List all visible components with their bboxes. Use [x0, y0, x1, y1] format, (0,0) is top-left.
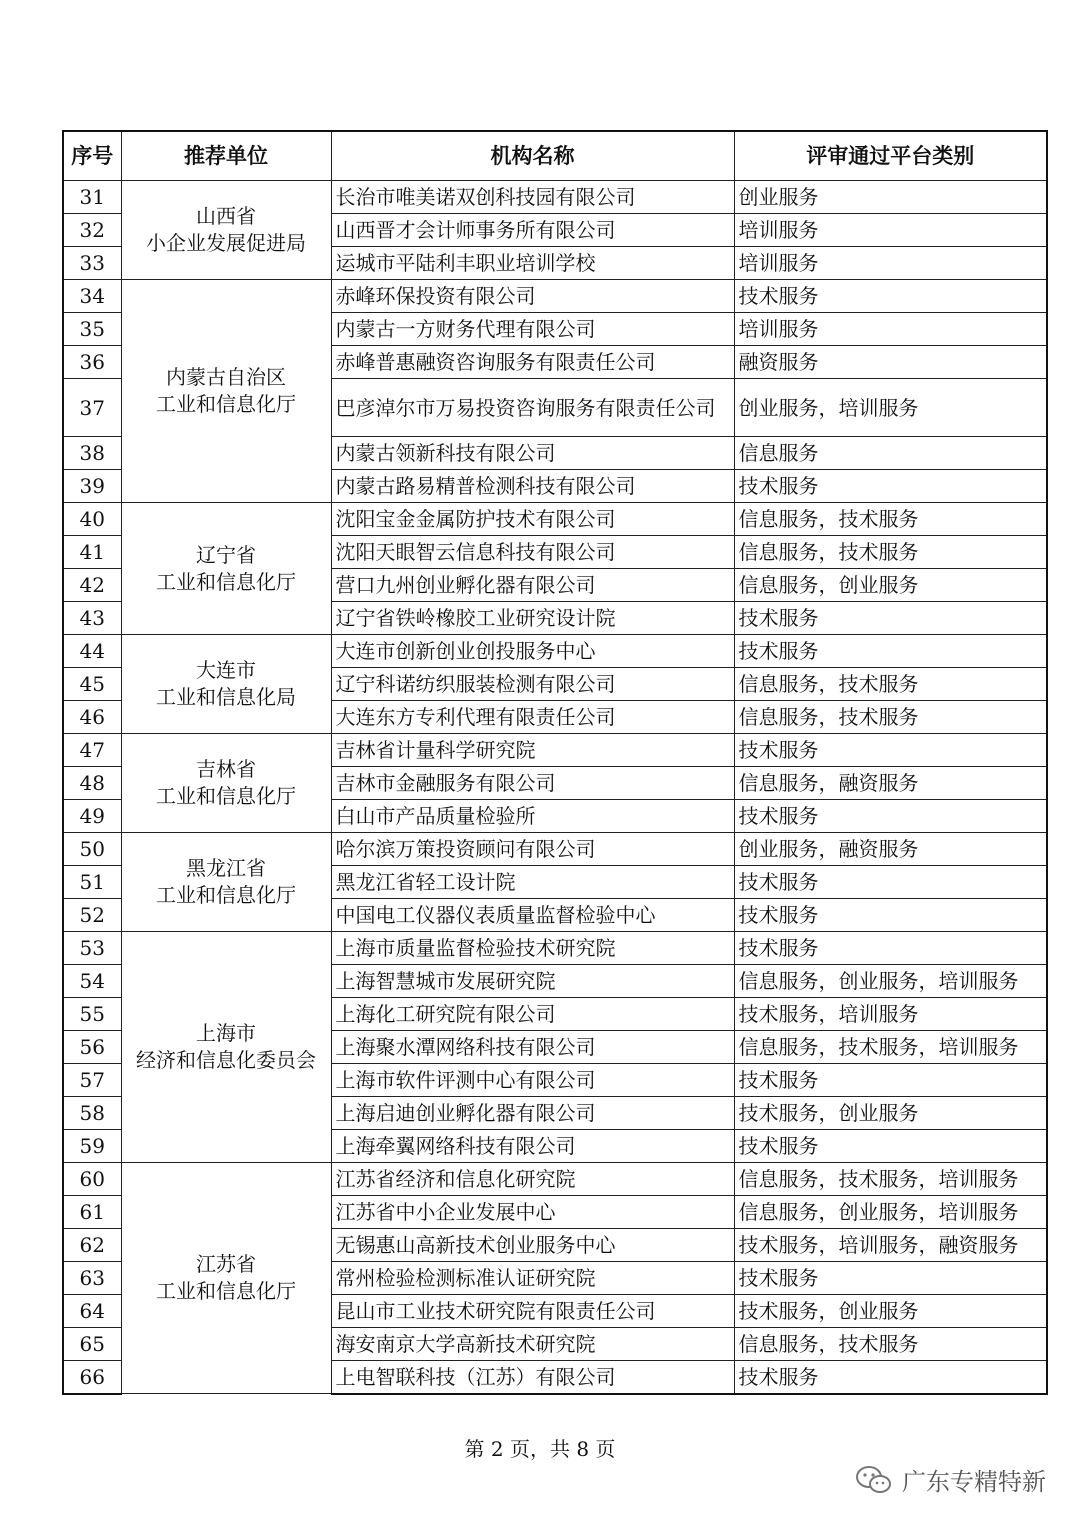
seq-cell: 38 — [63, 437, 121, 470]
seq-cell: 39 — [63, 470, 121, 503]
category-cell: 技术服务，创业服务 — [734, 1097, 1047, 1130]
unit-cell — [121, 1163, 331, 1394]
header-unit: 推荐单位 — [121, 131, 331, 181]
seq-cell: 47 — [63, 734, 121, 767]
unit-cell — [121, 635, 331, 734]
category-cell: 技术服务 — [734, 899, 1047, 932]
table-row — [63, 503, 1047, 536]
category-cell: 信息服务，创业服务 — [734, 569, 1047, 602]
institution-name-cell: 大连市创新创业创投服务中心 — [331, 635, 734, 668]
institution-name-cell: 山西晋才会计师事务所有限公司 — [331, 214, 734, 247]
institution-name-cell: 赤峰普惠融资咨询服务有限责任公司 — [331, 346, 734, 379]
institution-name-cell: 海安南京大学高新技术研究院 — [331, 1328, 734, 1361]
seq-cell: 45 — [63, 668, 121, 701]
table-row — [63, 280, 1047, 313]
category-cell: 信息服务，融资服务 — [734, 767, 1047, 800]
category-cell: 信息服务 — [734, 437, 1047, 470]
institution-name-cell: 吉林省计量科学研究院 — [331, 734, 734, 767]
unit-line: 吉林省 — [196, 757, 256, 781]
unit-line: 工业和信息化厅 — [156, 784, 296, 808]
category-cell: 信息服务，创业服务，培训服务 — [734, 1196, 1047, 1229]
category-cell: 培训服务 — [734, 214, 1047, 247]
seq-cell: 62 — [63, 1229, 121, 1262]
unit-cell — [121, 280, 331, 503]
watermark-text: 广东专精特新 — [902, 1468, 1046, 1496]
seq-cell: 49 — [63, 800, 121, 833]
category-cell: 技术服务 — [734, 1130, 1047, 1163]
unit-line: 大连市 — [196, 658, 256, 682]
unit-line: 经济和信息化委员会 — [136, 1048, 316, 1072]
institution-name-cell: 大连东方专利代理有限责任公司 — [331, 701, 734, 734]
seq-cell: 55 — [63, 998, 121, 1031]
seq-cell: 34 — [63, 280, 121, 313]
unit-cell — [121, 734, 331, 833]
institution-name-cell: 营口九州创业孵化器有限公司 — [331, 569, 734, 602]
header-name: 机构名称 — [331, 131, 734, 181]
institution-name-cell: 哈尔滨万策投资顾问有限公司 — [331, 833, 734, 866]
seq-cell: 66 — [63, 1361, 121, 1394]
seq-cell: 33 — [63, 247, 121, 280]
unit-line: 工业和信息化局 — [156, 685, 296, 709]
unit-cell — [121, 181, 331, 280]
unit-line: 工业和信息化厅 — [156, 1279, 296, 1303]
institution-name-cell: 昆山市工业技术研究院有限责任公司 — [331, 1295, 734, 1328]
header-seq: 序号 — [63, 131, 121, 181]
unit-line: 工业和信息化厅 — [156, 883, 296, 907]
institution-name-cell: 上海启迪创业孵化器有限公司 — [331, 1097, 734, 1130]
page-footer: 第 2 页，共 8 页 — [464, 1437, 616, 1461]
category-cell: 技术服务 — [734, 1064, 1047, 1097]
seq-cell: 37 — [63, 379, 121, 437]
institution-name-cell: 上海聚水潭网络科技有限公司 — [331, 1031, 734, 1064]
unit-line: 工业和信息化厅 — [156, 569, 296, 594]
seq-cell: 48 — [63, 767, 121, 800]
institution-name-cell: 上海化工研究院有限公司 — [331, 998, 734, 1031]
institution-name-cell: 内蒙古路易精普检测科技有限公司 — [331, 470, 734, 503]
category-cell: 技术服务 — [734, 470, 1047, 503]
category-cell: 技术服务 — [734, 800, 1047, 833]
institution-name-cell: 长治市唯美诺双创科技园有限公司 — [331, 181, 734, 214]
category-cell: 创业服务，融资服务 — [734, 833, 1047, 866]
table-header-row — [63, 131, 1047, 181]
institution-table — [62, 130, 1048, 1395]
institution-name-cell: 巴彦淖尔市万易投资咨询服务有限责任公司 — [331, 379, 734, 437]
institution-name-cell: 内蒙古领新科技有限公司 — [331, 437, 734, 470]
seq-cell: 65 — [63, 1328, 121, 1361]
category-cell: 创业服务 — [734, 181, 1047, 214]
watermark — [854, 1462, 1046, 1497]
table-row — [63, 932, 1047, 965]
category-cell: 信息服务，技术服务 — [734, 668, 1047, 701]
institution-name-cell: 吉林市金融服务有限公司 — [331, 767, 734, 800]
seq-cell: 58 — [63, 1097, 121, 1130]
seq-cell: 36 — [63, 346, 121, 379]
unit-line: 上海市 — [196, 1021, 256, 1045]
institution-name-cell: 中国电工仪器仪表质量监督检验中心 — [331, 899, 734, 932]
seq-cell: 46 — [63, 701, 121, 734]
category-cell: 技术服务 — [734, 1361, 1047, 1394]
institution-name-cell: 常州检验检测标准认证研究院 — [331, 1262, 734, 1295]
institution-name-cell: 上电智联科技（江苏）有限公司 — [331, 1361, 734, 1394]
category-cell: 技术服务，培训服务，融资服务 — [734, 1229, 1047, 1262]
seq-cell: 50 — [63, 833, 121, 866]
institution-name-cell: 辽宁科诺纺织服装检测有限公司 — [331, 668, 734, 701]
category-cell: 培训服务 — [734, 313, 1047, 346]
institution-name-cell: 上海智慧城市发展研究院 — [331, 965, 734, 998]
category-cell: 培训服务 — [734, 247, 1047, 280]
institution-name-cell: 上海牵翼网络科技有限公司 — [331, 1130, 734, 1163]
table-body — [63, 181, 1047, 1394]
unit-line: 辽宁省 — [196, 542, 256, 567]
category-cell: 技术服务 — [734, 1262, 1047, 1295]
institution-name-cell: 江苏省中小企业发展中心 — [331, 1196, 734, 1229]
seq-cell: 59 — [63, 1130, 121, 1163]
category-cell: 创业服务，培训服务 — [734, 379, 1047, 437]
institution-name-cell: 江苏省经济和信息化研究院 — [331, 1163, 734, 1196]
unit-line: 山西省 — [196, 204, 256, 228]
unit-cell — [121, 932, 331, 1163]
category-cell: 技术服务 — [734, 602, 1047, 635]
seq-cell: 40 — [63, 503, 121, 536]
category-cell: 技术服务 — [734, 734, 1047, 767]
unit-line: 工业和信息化厅 — [156, 392, 296, 416]
table-row — [63, 1163, 1047, 1196]
seq-cell: 52 — [63, 899, 121, 932]
table-row — [63, 734, 1047, 767]
seq-cell: 31 — [63, 181, 121, 214]
institution-name-cell: 运城市平陆利丰职业培训学校 — [331, 247, 734, 280]
seq-cell: 64 — [63, 1295, 121, 1328]
seq-cell: 35 — [63, 313, 121, 346]
category-cell: 信息服务，技术服务 — [734, 503, 1047, 536]
category-cell: 技术服务，创业服务 — [734, 1295, 1047, 1328]
seq-cell: 42 — [63, 569, 121, 602]
category-cell: 信息服务，技术服务，培训服务 — [734, 1031, 1047, 1064]
category-cell: 融资服务 — [734, 346, 1047, 379]
institution-name-cell: 内蒙古一方财务代理有限公司 — [331, 313, 734, 346]
institution-name-cell: 沈阳宝金金属防护技术有限公司 — [331, 503, 734, 536]
category-cell: 信息服务，创业服务，培训服务 — [734, 965, 1047, 998]
institution-name-cell: 无锡惠山高新技术创业服务中心 — [331, 1229, 734, 1262]
institution-name-cell: 黑龙江省轻工设计院 — [331, 866, 734, 899]
institution-name-cell: 上海市软件评测中心有限公司 — [331, 1064, 734, 1097]
institution-name-cell: 白山市产品质量检验所 — [331, 800, 734, 833]
seq-cell: 53 — [63, 932, 121, 965]
seq-cell: 43 — [63, 602, 121, 635]
table-row — [63, 833, 1047, 866]
unit-cell — [121, 503, 331, 635]
category-cell: 技术服务 — [734, 280, 1047, 313]
unit-line: 江苏省 — [196, 1252, 256, 1276]
seq-cell: 44 — [63, 635, 121, 668]
seq-cell: 61 — [63, 1196, 121, 1229]
seq-cell: 60 — [63, 1163, 121, 1196]
unit-line: 黑龙江省 — [186, 856, 266, 880]
category-cell: 信息服务，技术服务，培训服务 — [734, 1163, 1047, 1196]
institution-name-cell: 辽宁省铁岭橡胶工业研究设计院 — [331, 602, 734, 635]
institution-name-cell: 沈阳天眼智云信息科技有限公司 — [331, 536, 734, 569]
seq-cell: 56 — [63, 1031, 121, 1064]
category-cell: 信息服务，技术服务 — [734, 1328, 1047, 1361]
unit-cell — [121, 833, 331, 932]
institution-name-cell: 赤峰环保投资有限公司 — [331, 280, 734, 313]
seq-cell: 51 — [63, 866, 121, 899]
category-cell: 信息服务，技术服务 — [734, 536, 1047, 569]
seq-cell: 32 — [63, 214, 121, 247]
category-cell: 技术服务，培训服务 — [734, 998, 1047, 1031]
unit-line: 小企业发展促进局 — [146, 231, 306, 255]
institution-name-cell: 上海市质量监督检验技术研究院 — [331, 932, 734, 965]
header-category: 评审通过平台类别 — [734, 131, 1047, 181]
unit-line: 内蒙古自治区 — [166, 365, 286, 389]
seq-cell: 57 — [63, 1064, 121, 1097]
seq-cell: 63 — [63, 1262, 121, 1295]
category-cell: 技术服务 — [734, 866, 1047, 899]
wechat-icon — [854, 1464, 894, 1496]
seq-cell: 41 — [63, 536, 121, 569]
category-cell: 技术服务 — [734, 932, 1047, 965]
category-cell: 技术服务 — [734, 635, 1047, 668]
seq-cell: 54 — [63, 965, 121, 998]
table-row — [63, 635, 1047, 668]
table-row — [63, 181, 1047, 214]
category-cell: 信息服务，技术服务 — [734, 701, 1047, 734]
